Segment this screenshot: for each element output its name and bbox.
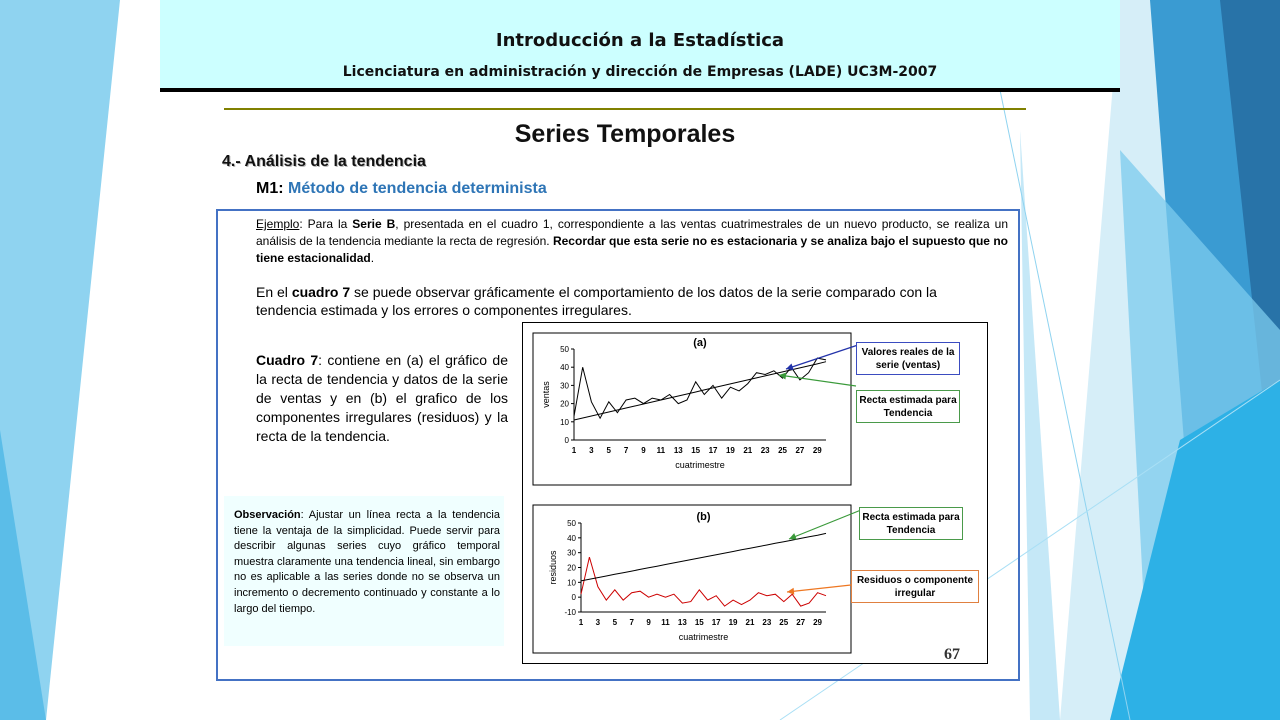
desc-text-2: se puede observar gráficamente el comportamiento de los datos de la serie comparado con la tendencia estimada y los errores o componentes irregulares. — [256, 284, 937, 318]
x-tick-label: 27 — [796, 618, 806, 627]
x-tick-label: 25 — [779, 618, 789, 627]
x-tick-label: 9 — [646, 618, 651, 627]
y-tick-label: 0 — [571, 593, 576, 603]
y-tick-label: 30 — [567, 548, 576, 558]
x-tick-label: 5 — [606, 446, 611, 455]
x-axis-label: cuatrimestre — [675, 460, 725, 470]
y-tick-label: 30 — [560, 381, 569, 391]
method-heading — [256, 180, 547, 198]
callout-residuos: Residuos o componente irregular — [851, 570, 979, 603]
example-text-1: : Para la — [299, 217, 353, 231]
y-tick-label: 0 — [564, 436, 569, 445]
y-tick-label: 50 — [560, 345, 569, 354]
observation-label: Observación — [234, 509, 301, 521]
x-tick-label: 19 — [728, 618, 738, 627]
x-tick-label: 11 — [656, 446, 666, 455]
x-tick-label: 15 — [694, 618, 704, 627]
x-tick-label: 21 — [743, 446, 753, 455]
y-tick-label: 10 — [567, 578, 576, 588]
x-tick-label: 19 — [725, 446, 735, 455]
y-tick-label: 20 — [560, 399, 569, 409]
charts-panel — [522, 322, 988, 664]
x-tick-label: 17 — [708, 446, 718, 455]
y-tick-label: -10 — [564, 608, 576, 617]
x-tick-label: 3 — [589, 446, 594, 455]
x-tick-label: 25 — [778, 446, 788, 455]
x-tick-label: 17 — [711, 618, 721, 627]
desc-text-1: En el — [256, 284, 292, 300]
example-serie: Serie B — [352, 217, 396, 231]
example-label: Ejemplo — [256, 217, 300, 231]
y-axis-label: ventas — [541, 381, 551, 408]
y-axis-label: residuos — [548, 550, 558, 585]
desc-bold: cuadro 7 — [291, 284, 351, 300]
y-tick-label: 40 — [560, 363, 569, 373]
x-tick-label: 23 — [762, 618, 772, 627]
callout-valores: Valores reales de la serie (ventas) — [856, 342, 960, 375]
x-tick-label: 1 — [578, 618, 584, 627]
x-tick-label: 29 — [813, 618, 823, 627]
y-tick-label: 20 — [567, 563, 576, 573]
example-paragraph — [256, 216, 1008, 267]
cuadro-text: : contiene en (a) el gráfico de la recta de tendencia y datos de la serie de ventas y en (b) el grafico de los componentes irregulares (residuos) y la recta de la tendencia. — [256, 352, 508, 444]
x-tick-label: 27 — [795, 446, 805, 455]
course-title: Introducción a la Estadística — [495, 30, 785, 51]
x-tick-label: 29 — [812, 446, 822, 455]
section-heading: 4.- Análisis de la tendencia — [222, 153, 426, 170]
y-tick-label: 50 — [567, 519, 576, 528]
example-text-2: , presentada en el cuadro 1, correspondiente a las ventas cuatrimestrales de un nuevo producto, se realiza un análisis de la tendencia mediante la recta de regresión. — [256, 217, 1009, 248]
slide-title: Series Temporales — [514, 120, 736, 148]
x-tick-label: 1 — [571, 446, 577, 455]
divider-line — [224, 108, 1026, 110]
x-tick-label: 5 — [612, 618, 618, 627]
callout-recta-b: Recta estimada para Tendencia — [859, 507, 963, 540]
x-tick-label: 21 — [745, 618, 755, 627]
x-tick-label: 15 — [691, 446, 701, 455]
x-tick-label: 23 — [760, 446, 770, 455]
example-bold: Recordar que esta serie no es estacionaria y se analiza bajo el supuesto que no tiene estacionalidad — [256, 234, 1008, 265]
example-end: . — [370, 251, 375, 265]
x-tick-label: 9 — [641, 446, 646, 455]
chart-a — [533, 333, 851, 485]
observation-text: : Ajustar un línea recta a la tendencia tiene la ventaja de la simplicidad. Puede servir para describir algunas series cuyo gráfico temporal muestra claramente una tendencia lineal, sin embargo no es aplicable a las series donde no se observa un incremento o decremento continuado y constante a lo largo del tiempo. — [234, 509, 500, 615]
course-subtitle: Licenciatura en administración y dirección de Empresas (LADE) UC3M-2007 — [342, 64, 938, 80]
x-tick-label: 13 — [673, 446, 683, 455]
method-name: Método de tendencia determinista — [288, 180, 547, 197]
method-prefix: M1: — [256, 180, 284, 197]
chart-title: (b) — [696, 511, 711, 523]
x-tick-label: 7 — [629, 618, 634, 627]
x-tick-label: 7 — [623, 446, 629, 455]
description-paragraph — [256, 283, 1000, 319]
x-tick-label: 3 — [595, 618, 601, 627]
page-number: 67 — [944, 646, 960, 663]
chart-title: (a) — [693, 337, 707, 349]
chart-b — [533, 505, 851, 653]
cuadro-label: Cuadro 7 — [256, 352, 319, 368]
x-tick-label: 11 — [661, 618, 670, 627]
cuadro-paragraph — [256, 351, 508, 446]
y-tick-label: 40 — [567, 533, 576, 543]
observation-box — [224, 496, 504, 646]
y-tick-label: 10 — [560, 417, 569, 427]
x-axis-label: cuatrimestre — [678, 632, 729, 642]
header-banner — [160, 0, 1120, 92]
x-tick-label: 13 — [677, 618, 687, 627]
callout-recta-a: Recta estimada para Tendencia — [856, 390, 960, 423]
